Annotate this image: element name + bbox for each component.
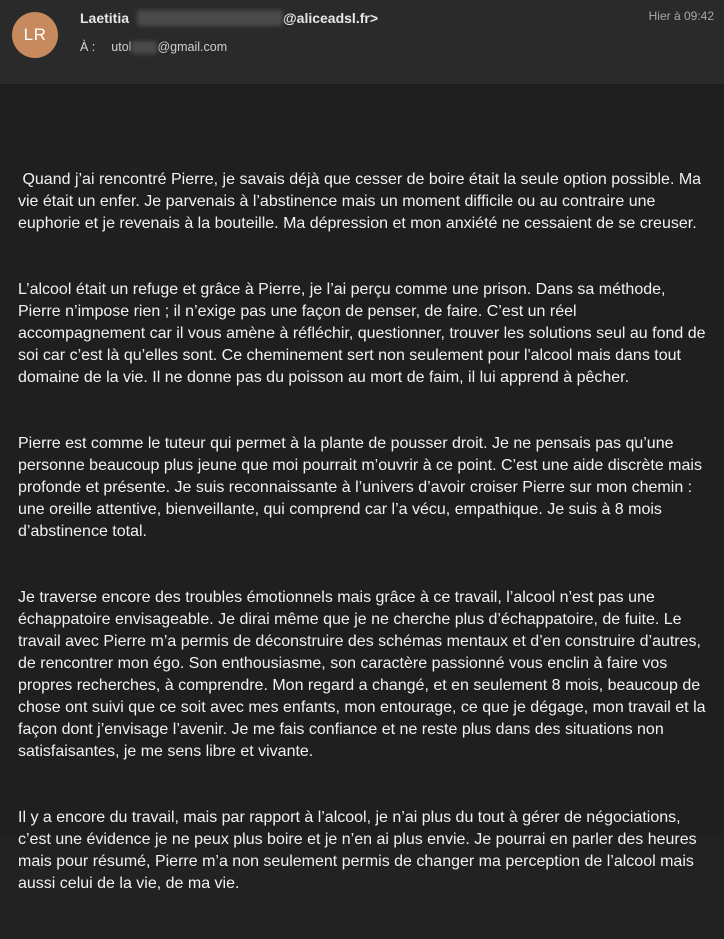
redacted-email-blur xyxy=(137,10,283,26)
paragraph-1: Quand j’ai rencontré Pierre, je savais déjà que cesser de boire était la seule option possible. Ma vie était un enfer. Je parvenais à l’abstinence mais un moment difficile ou au contraire une euphorie et je revenais à la bouteille. Ma dépression et mon anxiété ne cessaient de se creuser. xyxy=(18,171,706,232)
sender-name[interactable]: Laetitia xyxy=(80,10,130,26)
paragraph-3: Pierre est comme le tuteur qui permet à la plante de pousser droit. Je ne pensais pas qu’une personne beaucoup plus jeune que moi pourrait m’ouvrir à ce point. C’est une aide discrète mais profonde et présente. Je suis reconnaissante à l’univers d’avoir croiser Pierre sur mon chemin : une oreille attentive, bienveillante, qui comprend car l’a vécu, empathique. Je suis à 8 mois d’abstinence total. xyxy=(18,435,707,540)
received-date: Hier à 09:42 xyxy=(648,9,714,23)
email-body xyxy=(0,85,724,892)
message-text xyxy=(18,125,710,939)
recipient-domain[interactable]: @gmail.com xyxy=(157,40,228,54)
redacted-recipient-blur xyxy=(131,41,157,54)
email-header xyxy=(0,0,724,85)
sender-domain[interactable]: @aliceadsl.fr> xyxy=(283,10,378,26)
paragraph-4: Je traverse encore des troubles émotionnels mais grâce à ce travail, l’alcool n’est pas une échappatoire envisageable. Je dirai même que je ne cherche plus d’échappatoire, de fuite. Le travail avec Pierre m’a permis de déconstruire des schémas mentaux et d’en construire d’autres, de rencontrer mon égo. Son enthousiasme, son caractère passionné vous enclin à faire vos propres recherches, à comprendre. Mon regard a changé, et en seulement 8 mois, beaucoup de chose ont suivi que ce soit avec mes enfants, mon entourage, ce que je dégage, mon travail et la façon dont j’envisage l’avenir. Je me fais confiance et ne reste plus dans des situations non satisfaisantes, je me sens libre et vivante. xyxy=(18,589,710,760)
paragraph-2: L’alcool était un refuge et grâce à Pierre, je l’ai perçu comme une prison. Dans sa méthode, Pierre n’impose rien ; il n’exige pas une façon de penser, de faire. C’est un réel accompagnement car il vous amène à réfléchir, questionner, trouver les solutions seul au fond de soi car c’est là qu’elles sont. Ce cheminement sert non seulement pour l'alcool mais dans tout domaine de la vie. Il ne donne pas du poisson au mort de faim, il lui apprend à pêcher. xyxy=(18,281,710,386)
to-label: À : xyxy=(80,40,96,54)
paragraph-5: Il y a encore du travail, mais par rapport à l’alcool, je n’ai plus du tout à gérer de négociations, c’est une évidence je ne peux plus boire et je n’en ai plus envie. Je pourrai en parler des heures mais pour résumé, Pierre m’a non seulement permis de changer ma perception de l’alcool mais aussi celui de la vie, de ma vie. xyxy=(18,809,702,892)
sender-line[interactable] xyxy=(80,8,378,28)
recipient-prefix[interactable]: utol xyxy=(111,40,132,54)
recipient-line xyxy=(80,38,227,56)
sender-avatar[interactable]: LR xyxy=(12,12,58,58)
